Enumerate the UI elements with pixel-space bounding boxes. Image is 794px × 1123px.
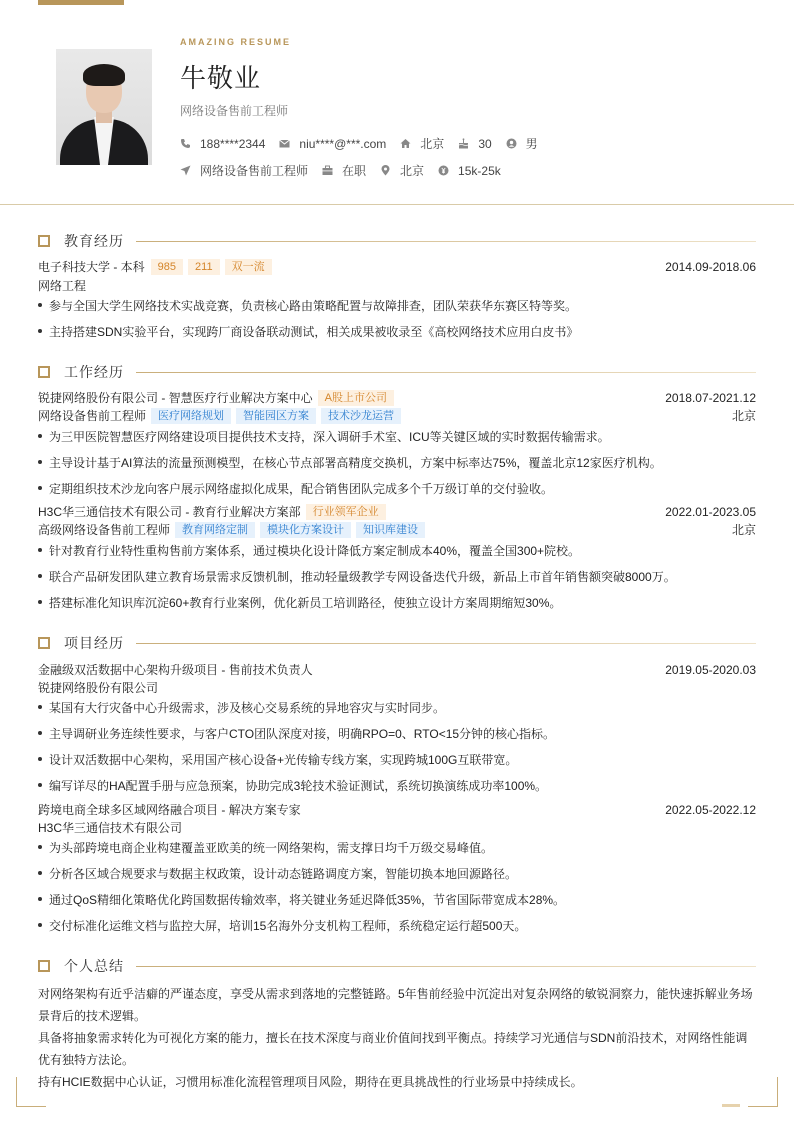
briefcase-icon	[322, 165, 333, 176]
corner-ornament	[748, 1077, 778, 1107]
school-name: 电子科技大学 - 本科	[38, 260, 145, 274]
page-indicator	[722, 1104, 740, 1107]
intent-position-item	[180, 162, 308, 179]
cake-icon	[458, 138, 469, 149]
status-text: 在职	[342, 164, 367, 178]
section-marker-icon	[38, 960, 50, 972]
skill-tag: 技术沙龙运营	[321, 408, 401, 424]
contact-row	[180, 135, 552, 152]
list-item: 主导设计基于AI算法的流量预测模型，在核心节点部署高精度交换机，方案中标率达75%，覆盖北京12家医疗机构。	[38, 454, 756, 471]
phone-icon	[180, 138, 191, 149]
list-item: 参与全国大学生网络技术实战竞赛，负责核心路由策略配置与故障排查，团队荣获华东赛区特等奖。	[38, 297, 756, 314]
project-name-row	[38, 661, 756, 678]
phone-item	[180, 137, 265, 151]
work-company-row	[38, 389, 756, 406]
skill-tag: 模块化方案设计	[260, 522, 351, 538]
salary-icon	[438, 165, 449, 176]
salary-text: 15k-25k	[458, 163, 501, 178]
list-item: 交付标准化运维文档与监控大屏，培训15名海外分支机构工程师，系统稳定运行超500天。	[38, 917, 756, 934]
list-item: 针对教育行业特性重构售前方案体系，通过模块化设计降低方案定制成本40%，覆盖全国300+院校。	[38, 542, 756, 559]
email-item	[279, 137, 386, 151]
role-name: 网络设备售前工程师	[38, 409, 147, 423]
list-item: 编写详尽的HA配置手册与应急预案，协助完成3轮技术验证测试，系统切换演练成功率100%。	[38, 777, 756, 794]
project-name: 金融级双活数据中心架构升级项目 - 售前技术负责人	[38, 663, 313, 677]
work-role-row	[38, 521, 756, 538]
city-item	[400, 135, 444, 152]
send-icon	[180, 165, 191, 176]
section-title-education: 教育经历	[38, 231, 756, 251]
project-company-row	[38, 819, 756, 836]
project-period: 2019.05-2020.03	[665, 662, 756, 677]
city-text: 北京	[420, 137, 445, 151]
intent-city-text: 北京	[400, 164, 425, 178]
list-item: 通过QoS精细化策略优化跨国数据传输效率，将关键业务延迟降低35%，节省国际带宽成本28%。	[38, 891, 756, 908]
section-marker-icon	[38, 366, 50, 378]
project-name: 跨境电商全球多区域网络融合项目 - 解决方案专家	[38, 803, 301, 817]
age-text: 30	[478, 136, 492, 151]
skill-tag: 教育网络定制	[175, 522, 255, 538]
intent-city-item	[380, 162, 424, 179]
list-item: 分析各区域合规要求与数据主权政策，设计动态链路调度方案，智能切换本地回源路径。	[38, 865, 756, 882]
work-company-row	[38, 503, 756, 520]
work-role-row	[38, 407, 756, 424]
project-company-row	[38, 679, 756, 696]
project-company: 锐捷网络股份有限公司	[38, 681, 159, 695]
work-period: 2022.01-2023.05	[665, 504, 756, 519]
education-header-row	[38, 258, 756, 275]
company-name: H3C华三通信技术有限公司 - 教育行业解决方案部	[38, 505, 301, 519]
list-item: 为头部跨境电商企业构建覆盖亚欧美的统一网络架构，需支撑日均千万级交易峰值。	[38, 839, 756, 856]
list-item: 某国有大行灾备中心升级需求，涉及核心交易系统的异地容灾与实时同步。	[38, 699, 756, 716]
summary-paragraph: 持有HCIE数据中心认证，习惯用标准化流程管理项目风险，期待在更具挑战性的行业场景中持续成长。	[38, 1075, 583, 1089]
school-tag: 985	[151, 259, 183, 275]
gender-text: 男	[525, 137, 538, 151]
list-item: 定期组织技术沙龙向客户展示网络虚拟化成果，配合销售团队完成多个千万级订单的交付验收。	[38, 480, 756, 497]
corner-ornament	[16, 1077, 46, 1107]
work-city: 北京	[731, 523, 756, 537]
major-row	[38, 277, 756, 294]
job-title: 网络设备售前工程师	[180, 104, 289, 118]
list-item: 联合产品研发团队建立教育场景需求反馈机制，推动轻量级教学专网设备迭代升级，新品上市首年销售额突破8000万。	[38, 568, 756, 585]
school-tag: 双一流	[225, 259, 272, 275]
company-name: 锐捷网络股份有限公司 - 智慧医疗行业解决方案中心	[38, 391, 313, 405]
skill-tag: 智能园区方案	[236, 408, 316, 424]
section-title-summary: 个人总结	[38, 956, 756, 976]
company-tag: 行业领军企业	[306, 504, 386, 520]
intent-position-text: 网络设备售前工程师	[200, 164, 309, 178]
profile-photo	[56, 49, 152, 165]
section-marker-icon	[38, 637, 50, 649]
work-city: 北京	[731, 409, 756, 423]
role-name: 高级网络设备售前工程师	[38, 523, 171, 537]
list-item: 主持搭建SDN实验平台，实现跨厂商设备联动测试，相关成果被收录至《高校网络技术应用白皮书》	[38, 323, 756, 340]
gender-icon	[506, 138, 517, 149]
candidate-name: 牛敬业	[180, 63, 262, 93]
age-item	[458, 137, 491, 151]
summary-paragraph: 对网络架构有近乎洁癖的严谨态度，享受从需求到落地的完整链路。5年售前经验中沉淀出对复杂网络的敏锐洞察力，能快速拆解业务场景背后的技术逻辑。	[38, 987, 753, 1023]
work-period: 2018.07-2021.12	[665, 390, 756, 405]
list-item: 主导调研业务连续性要求，与客户CTO团队深度对接，明确RPO=0、RTO<15分钟的核心指标。	[38, 725, 756, 742]
section-title-work: 工作经历	[38, 362, 756, 382]
section-marker-icon	[38, 235, 50, 247]
home-icon	[400, 138, 411, 149]
section-title-projects: 项目经历	[38, 633, 756, 653]
education-period: 2014.09-2018.06	[665, 259, 756, 274]
salary-item	[438, 164, 501, 178]
phone-text: 188****2344	[200, 136, 266, 151]
list-item: 搭建标准化知识库沉淀60+教育行业案例，优化新员工培训路径，使独立设计方案周期缩短30%。	[38, 594, 756, 611]
resume-header	[0, 0, 794, 205]
company-tag: A股上市公司	[318, 390, 394, 406]
status-item	[322, 162, 366, 179]
job-intent-row	[180, 162, 515, 179]
skill-tag: 知识库建设	[356, 522, 425, 538]
mail-icon	[279, 138, 290, 149]
skill-tag: 医疗网络规划	[151, 408, 231, 424]
school-tag: 211	[188, 259, 220, 275]
summary-paragraph: 具备将抽象需求转化为可视化方案的能力，擅长在技术深度与商业价值间找到平衡点。持续学习光通信与SDN前沿技术，对网络性能调优有独特方法论。	[38, 1031, 748, 1067]
email-text: niu****@***.com	[299, 136, 387, 151]
project-company: H3C华三通信技术有限公司	[38, 821, 183, 835]
list-item: 设计双活数据中心架构，采用国产核心设备+光传输专线方案，实现跨城100G互联带宽。	[38, 751, 756, 768]
gender-item	[506, 135, 538, 152]
project-name-row	[38, 801, 756, 818]
location-icon	[380, 165, 391, 176]
brand-label: AMAZING RESUME	[180, 37, 291, 47]
project-period: 2022.05-2022.12	[665, 802, 756, 817]
major-name: 网络工程	[38, 279, 87, 293]
list-item: 为三甲医院智慧医疗网络建设项目提供技术支持，深入调研手术室、ICU等关键区域的实时数据传输需求。	[38, 428, 756, 445]
